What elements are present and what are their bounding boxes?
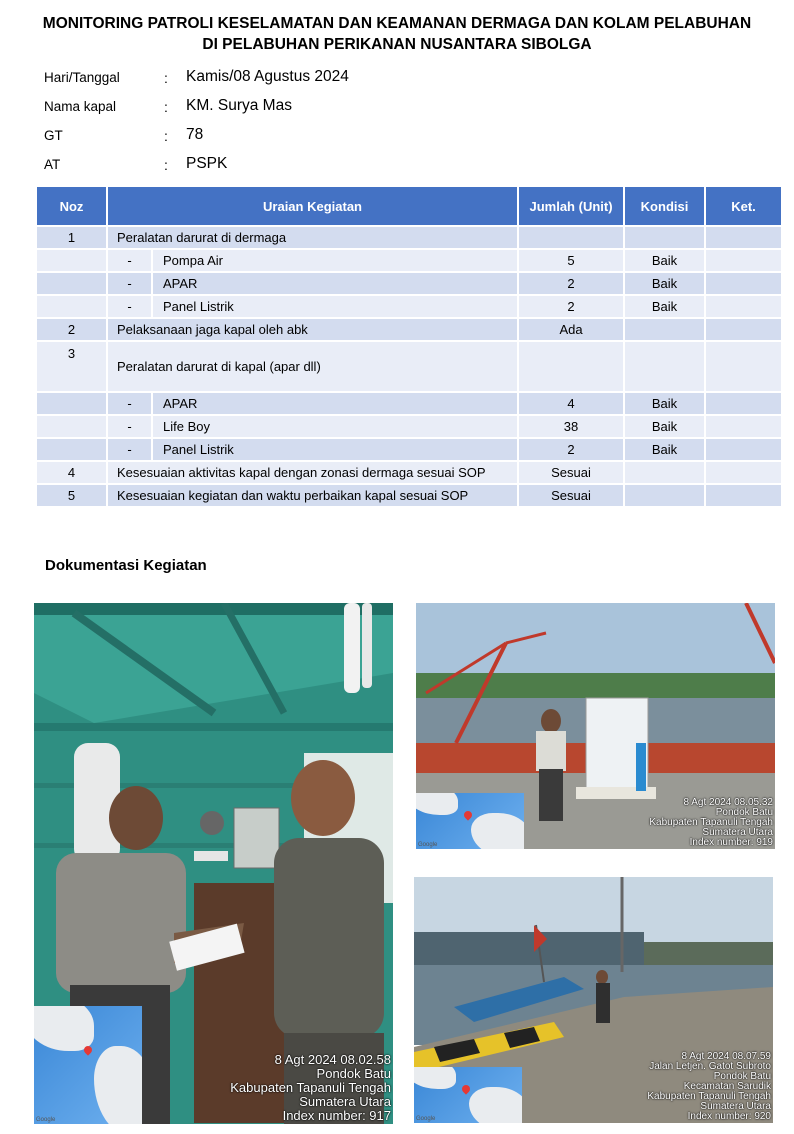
cell-no: 4 [36,461,107,484]
cell-ket [705,392,782,415]
cell-kondisi [624,484,705,507]
header-kondisi: Kondisi [624,186,705,226]
table-row [36,438,782,461]
info-value: Kamis/08 Agustus 2024 [186,68,349,85]
map-pin-icon [460,1083,471,1094]
header-ket: Ket. [705,186,782,226]
cell-dash: - [107,415,152,438]
cell-kondisi: Baik [624,295,705,318]
table-row [36,226,782,249]
cell-uraian: Panel Listrik [152,295,518,318]
cell-ket [705,341,782,392]
stamp-line: Jalan Letjen. Gatot Subroto [649,1061,771,1072]
cell-jumlah: 2 [518,272,624,295]
cell-ket [705,461,782,484]
location-map [414,1067,522,1123]
info-value: PSPK [186,155,228,172]
page-title [0,13,794,55]
cell-no [36,249,107,272]
stamp-line: 8 Agt 2024 08.05.32 [683,797,773,808]
table-row [36,415,782,438]
stamp-line: Kabupaten Tapanuli Tengah [649,817,773,828]
table-row [36,392,782,415]
cell-uraian: Kesesuaian aktivitas kapal dengan zonasi dermaga sesuai SOP [107,461,518,484]
cell-uraian: Life Boy [152,415,518,438]
cell-kondisi [624,318,705,341]
header-no: Noz [36,186,107,226]
photo-cabin-inspection [34,603,393,1124]
title-line-1: MONITORING PATROLI KESELAMATAN DAN KEAMANAN DERMAGA DAN KOLAM PELABUHAN [42,15,752,32]
info-label: Nama kapal [44,99,117,114]
cell-dash: - [107,392,152,415]
info-value: 78 [186,126,204,143]
cell-jumlah: 38 [518,415,624,438]
info-colon: : [164,157,168,173]
map-pin-icon [462,809,473,820]
info-label: GT [44,128,63,143]
info-label: Hari/Tanggal [44,70,120,85]
title-line-2: DI PELABUHAN PERIKANAN NUSANTARA SIBOLGA [202,36,592,53]
table-row [36,249,782,272]
cell-no [36,272,107,295]
table-header [36,186,782,226]
cell-uraian: Peralatan darurat di dermaga [107,226,518,249]
cell-uraian: Kesesuaian kegiatan dan waktu perbaikan kapal sesuai SOP [107,484,518,507]
cell-ket [705,272,782,295]
header-uraian: Uraian Kegiatan [107,186,518,226]
table-row [36,272,782,295]
cell-no [36,438,107,461]
cell-kondisi: Baik [624,438,705,461]
info-colon: : [164,99,168,115]
cell-ket [705,415,782,438]
cell-jumlah: 4 [518,392,624,415]
cell-no [36,295,107,318]
stamp-line: Kabupaten Tapanuli Tengah [230,1080,391,1095]
cell-kondisi: Baik [624,415,705,438]
cell-kondisi [624,341,705,392]
cell-uraian: Pelaksanaan jaga kapal oleh abk [107,318,518,341]
cell-no: 5 [36,484,107,507]
google-label: Google [418,842,438,848]
stamp-line: Kecamatan Sarudik [683,1081,771,1092]
stamp-line: Pondok Batu [316,1066,391,1081]
photo-pier-boats [414,877,773,1123]
photo-dock-pump [416,603,775,849]
documentation-title: Dokumentasi Kegiatan [45,557,207,574]
photo-stamp [649,798,773,848]
stamp-line: Index number: 920 [687,1111,771,1122]
cell-no [36,392,107,415]
cell-no [36,415,107,438]
cell-kondisi [624,226,705,249]
cell-jumlah: Ada [518,318,624,341]
photo-stamp [230,1053,391,1123]
stamp-line: Sumatera Utara [700,1101,771,1112]
photo-stamp [647,1052,771,1122]
cell-dash: - [107,249,152,272]
stamp-line: Index number: 917 [282,1108,391,1123]
cell-dash: - [107,272,152,295]
cell-uraian: Panel Listrik [152,438,518,461]
google-label: Google [416,1116,436,1122]
table-row [36,318,782,341]
cell-ket [705,226,782,249]
table-row [36,461,782,484]
google-label: Google [36,1117,56,1123]
cell-jumlah [518,341,624,392]
cell-jumlah: 2 [518,438,624,461]
cell-jumlah: Sesuai [518,484,624,507]
cell-dash: - [107,438,152,461]
info-colon: : [164,128,168,144]
cell-no: 2 [36,318,107,341]
table-row [36,341,782,392]
cell-ket [705,318,782,341]
cell-kondisi: Baik [624,249,705,272]
cell-uraian: Peralatan darurat di kapal (apar dll) [107,341,518,392]
cell-uraian: Pompa Air [152,249,518,272]
cell-jumlah: 5 [518,249,624,272]
location-map [34,1006,142,1124]
cell-ket [705,438,782,461]
cell-no: 3 [36,341,107,392]
table-row [36,484,782,507]
stamp-line: Index number: 919 [689,837,773,848]
cell-no: 1 [36,226,107,249]
cell-jumlah: Sesuai [518,461,624,484]
cell-kondisi: Baik [624,392,705,415]
location-map [416,793,524,849]
cell-ket [705,484,782,507]
cell-kondisi: Baik [624,272,705,295]
cell-jumlah [518,226,624,249]
info-label: AT [44,157,61,172]
monitoring-table [35,185,783,508]
stamp-line: Kabupaten Tapanuli Tengah [647,1091,771,1102]
stamp-line: Sumatera Utara [702,827,773,838]
cell-uraian: APAR [152,272,518,295]
stamp-line: 8 Agt 2024 08.07.59 [681,1051,771,1062]
info-colon: : [164,70,168,86]
cell-jumlah: 2 [518,295,624,318]
stamp-line: Sumatera Utara [299,1094,391,1109]
stamp-line: 8 Agt 2024 08.02.58 [274,1052,391,1067]
header-jumlah: Jumlah (Unit) [518,186,624,226]
cell-uraian: APAR [152,392,518,415]
stamp-line: Pondok Batu [713,1071,771,1082]
cell-ket [705,249,782,272]
stamp-line: Pondok Batu [715,807,773,818]
info-value: KM. Surya Mas [186,97,292,114]
table-row [36,295,782,318]
cell-ket [705,295,782,318]
cell-kondisi [624,461,705,484]
cell-dash: - [107,295,152,318]
